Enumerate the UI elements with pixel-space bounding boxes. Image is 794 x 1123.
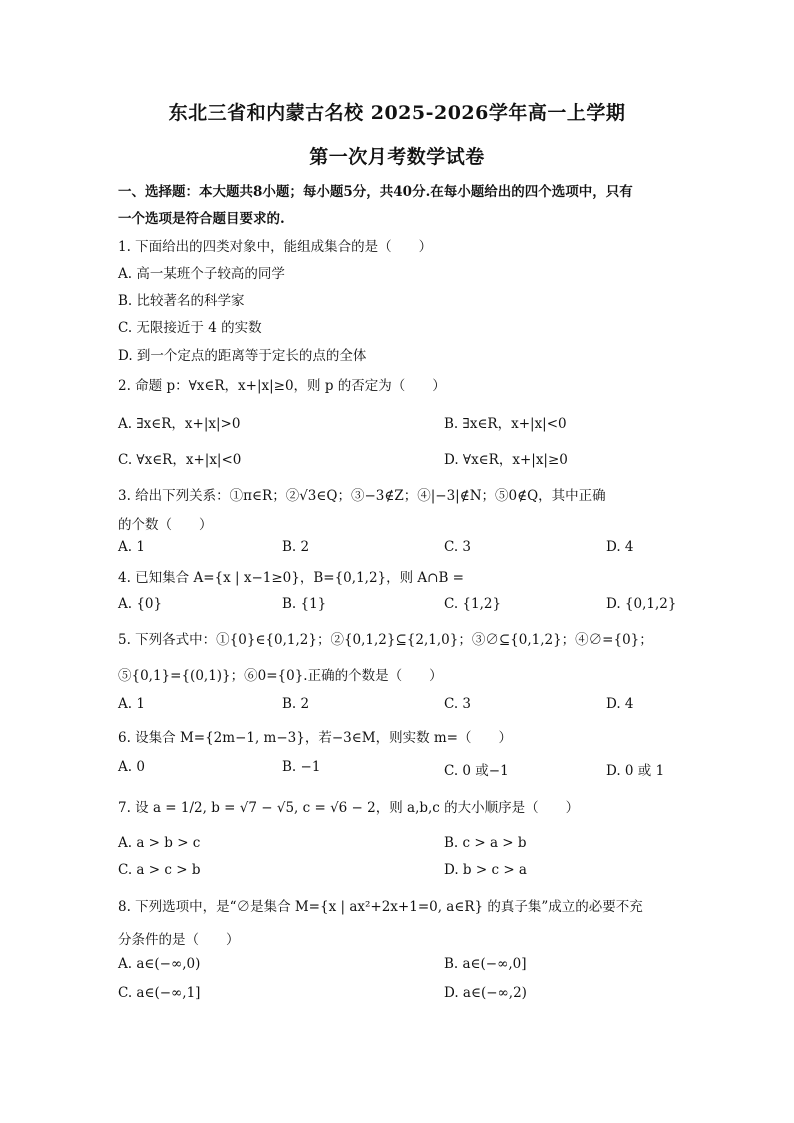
q1-option-a: A. 高一某班个子较高的同学: [118, 266, 285, 282]
q3-stem-line2: 的个数（ ）: [118, 517, 213, 533]
q1-option-b: B. 比较著名的科学家: [118, 293, 245, 309]
q6-option-b: B. −1: [282, 759, 321, 775]
q7-option-d: D. b > c > a: [444, 862, 527, 878]
q3-stem-line1: 3. 给出下列关系：①π∈R；②√3∈Q；③−3∉Z；④|−3|∉N；⑤0∉Q，其中正确: [118, 488, 606, 504]
q4-option-c: C. {1,2}: [444, 596, 502, 612]
q2-stem: 2. 命题 p：∀x∈R，x+|x|≥0，则 p 的否定为（ ）: [118, 378, 446, 394]
q5-stem-line2: ⑤{0,1}={(0,1)}；⑥0={0}.正确的个数是（ ）: [118, 668, 443, 684]
q5-option-a: A. 1: [118, 696, 145, 712]
q8-stem-line1: 8. 下列选项中，是“∅是集合 M={x | ax²+2x+1=0, a∈R} 的真子集”成立的必要不充: [118, 899, 643, 915]
q2-option-d: D. ∀x∈R，x+|x|≥0: [444, 452, 568, 468]
q4-stem: 4. 已知集合 A={x | x−1≥0}，B={0,1,2}，则 A∩B =: [118, 570, 464, 586]
q2-option-a: A. ∃x∈R，x+|x|>0: [118, 416, 241, 432]
q8-option-d: D. a∈(−∞,2): [444, 985, 527, 1001]
q6-option-a: A. 0: [118, 759, 145, 775]
q3-option-a: A. 1: [118, 539, 145, 555]
q6-stem: 6. 设集合 M={2m−1, m−3}，若−3∈M，则实数 m=（ ）: [118, 730, 512, 746]
q8-option-b: B. a∈(−∞,0]: [444, 956, 527, 972]
q1-option-c: C. 无限接近于 4 的实数: [118, 320, 262, 336]
q5-option-b: B. 2: [282, 696, 310, 712]
q5-stem-line1: 5. 下列各式中：①{0}∈{0,1,2}；②{0,1,2}⊆{2,1,0}；③∅⊆{0,1,2}；④∅={0}；: [118, 632, 653, 648]
q5-option-d: D. 4: [606, 696, 634, 712]
q3-option-d: D. 4: [606, 539, 634, 555]
q8-option-a: A. a∈(−∞,0): [118, 956, 201, 972]
exam-subtitle: 第一次月考数学试卷: [309, 146, 485, 168]
q7-option-c: C. a > c > b: [118, 862, 201, 878]
q1-option-d: D. 到一个定点的距离等于定长的点的全体: [118, 348, 367, 364]
q4-option-a: A. {0}: [118, 596, 163, 612]
q5-option-c: C. 3: [444, 696, 472, 712]
exam-title: 东北三省和内蒙古名校 2025-2026学年高一上学期: [168, 102, 626, 124]
q7-option-a: A. a > b > c: [118, 835, 201, 851]
section-heading-line2: 一个选项是符合题目要求的.: [118, 211, 285, 227]
q7-option-b: B. c > a > b: [444, 835, 527, 851]
q6-option-c: C. 0 或−1: [444, 763, 509, 779]
q4-option-b: B. {1}: [282, 596, 327, 612]
q3-option-b: B. 2: [282, 539, 310, 555]
q2-option-c: C. ∀x∈R，x+|x|<0: [118, 452, 242, 468]
q3-option-c: C. 3: [444, 539, 472, 555]
q4-option-d: D. {0,1,2}: [606, 596, 677, 612]
q8-stem-line2: 分条件的是（ ）: [118, 932, 240, 948]
q2-option-b: B. ∃x∈R，x+|x|<0: [444, 416, 567, 432]
q8-option-c: C. a∈(−∞,1]: [118, 985, 201, 1001]
q6-option-d: D. 0 或 1: [606, 763, 665, 779]
section-heading-line1: 一、选择题：本大题共8小题；每小题5分，共40分.在每小题给出的四个选项中，只有: [118, 184, 633, 200]
q1-stem: 1. 下面给出的四类对象中，能组成集合的是（ ）: [118, 239, 433, 255]
q7-stem: 7. 设 a = 1/2, b = √7 − √5, c = √6 − 2，则 a,b,c 的大小顺序是（ ）: [118, 800, 580, 816]
